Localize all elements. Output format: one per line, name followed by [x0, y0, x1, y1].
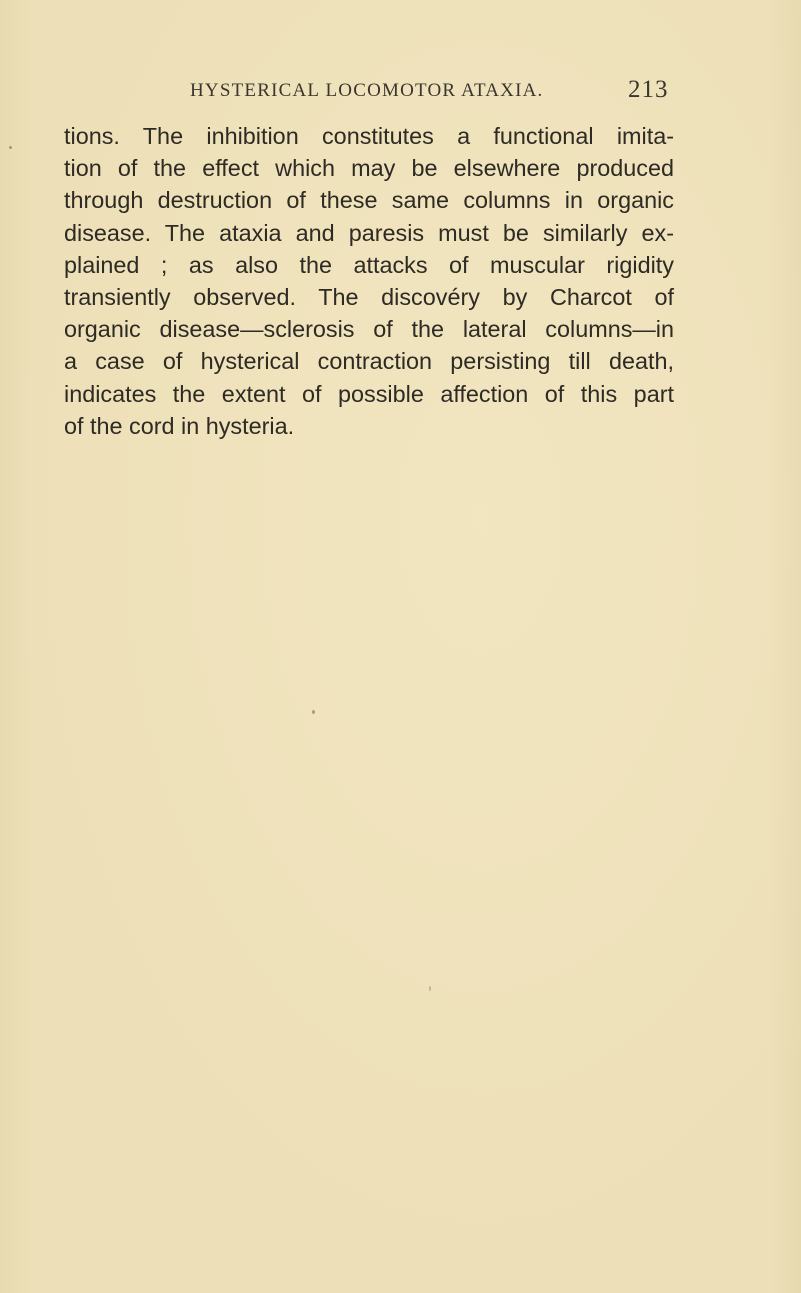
paper-speck [312, 710, 315, 714]
page-number: 213 [628, 76, 669, 103]
text-line: a case of hysterical contraction persisting till death, [64, 348, 674, 375]
text-line: through destruction of these same columns in organic [64, 187, 674, 214]
paper-speck [429, 986, 431, 991]
text-line: indicates the extent of possible affection of this part [64, 380, 674, 407]
text-line: transiently observed. The discovéry by Charcot of [64, 284, 674, 311]
text-line: plained ; as also the attacks of muscular rigidity [64, 251, 674, 278]
body-paragraph [64, 120, 674, 442]
running-head: HYSTERICAL LOCOMOTOR ATAXIA. [190, 80, 544, 101]
text-line: tion of the effect which may be elsewhere produced [64, 155, 674, 182]
text-line: of the cord in hysteria. [64, 412, 295, 439]
paper-speck [9, 146, 12, 149]
text-line: disease. The ataxia and paresis must be similarly ex- [64, 219, 674, 246]
text-line: tions. The inhibition constitutes a functional imita- [64, 123, 674, 149]
text-line: organic disease—sclerosis of the lateral columns—in [64, 316, 674, 343]
